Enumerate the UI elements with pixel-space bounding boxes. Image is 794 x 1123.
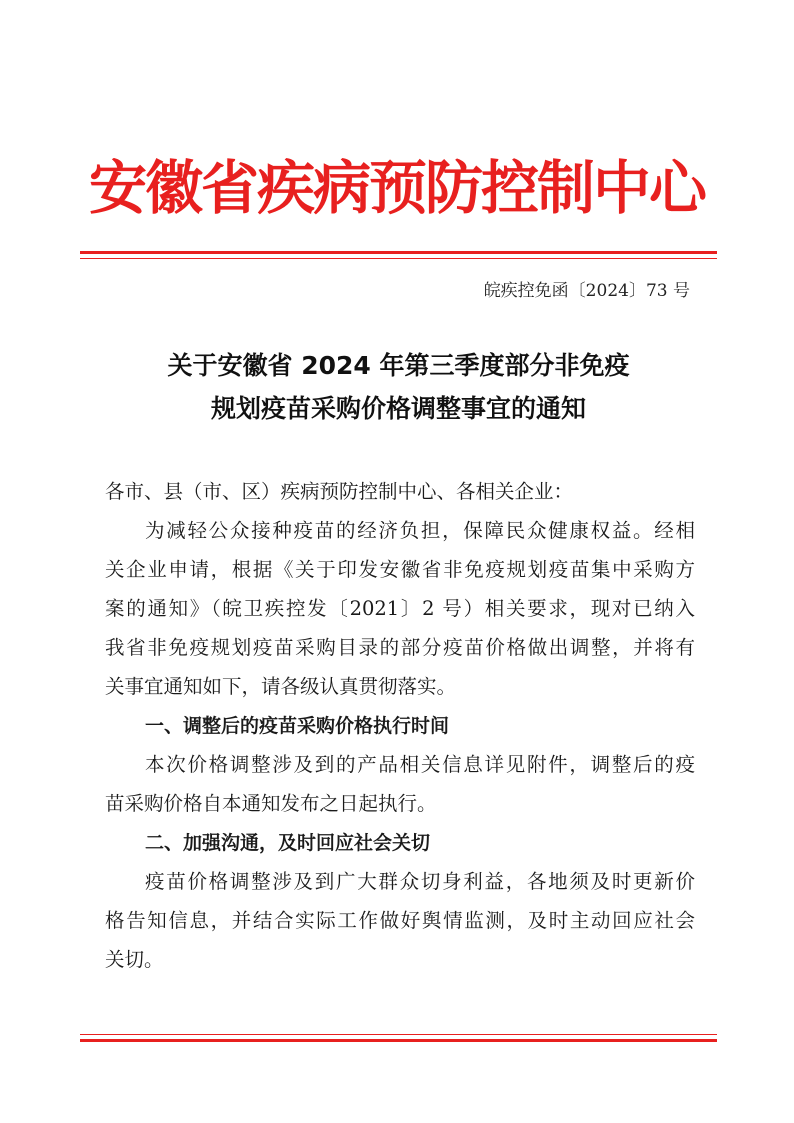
section-2-line: 疫苗价格调整涉及到广大群众切身利益，各地须及时更新价 [145, 870, 695, 893]
intro-line: 关企业申请，根据《关于印发安徽省非免疫规划疫苗集中采购方 [105, 558, 695, 581]
section-1-line: 苗采购价格自本通知发布之日起执行。 [105, 792, 437, 815]
intro-line: 我省非免疫规划疫苗采购目录的部分疫苗价格做出调整，并将有 [105, 636, 695, 659]
section-2-line: 关切。 [105, 948, 164, 971]
footer-divider-thick [80, 1039, 717, 1042]
organization-masthead: 安徽省疾病预防控制中心 [88, 154, 705, 222]
document-number: 皖疾控免函〔2024〕73 号 [483, 281, 690, 301]
footer-divider-thin [80, 1034, 717, 1035]
intro-line: 案的通知》（皖卫疾控发〔2021〕2 号）相关要求，现对已纳入 [105, 597, 695, 620]
section-1-line: 本次价格调整涉及到的产品相关信息详见附件，调整后的疫 [145, 753, 695, 776]
section-2-heading: 二、加强沟通，及时回应社会关切 [145, 832, 431, 854]
header-divider-thick [80, 251, 717, 254]
header-divider-thin [80, 258, 717, 259]
section-2-line: 格告知信息，并结合实际工作做好舆情监测，及时主动回应社会 [105, 909, 695, 932]
salutation: 各市、县（市、区）疾病预防控制中心、各相关企业： [105, 480, 574, 503]
document-title-line-1: 关于安徽省 2024 年第三季度部分非免疫 [167, 351, 630, 380]
intro-line: 关事宜通知如下，请各级认真贯彻落实。 [105, 675, 457, 698]
document-title-line-2: 规划疫苗采购价格调整事宜的通知 [210, 394, 586, 423]
section-1-heading: 一、调整后的疫苗采购价格执行时间 [145, 715, 450, 737]
intro-line: 为减轻公众接种疫苗的经济负担，保障民众健康权益。经相 [145, 519, 695, 542]
